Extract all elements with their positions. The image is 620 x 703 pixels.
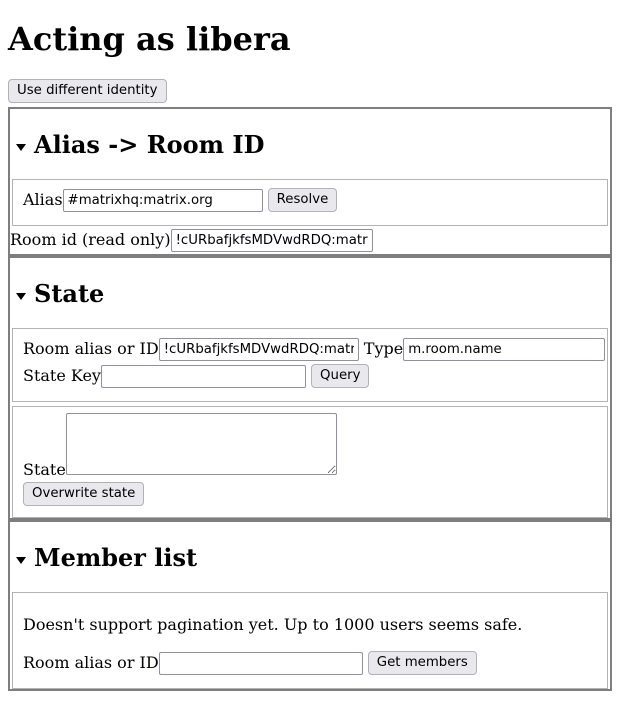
overwrite-state-button[interactable]: Overwrite state xyxy=(23,482,144,506)
state-key-input[interactable] xyxy=(101,365,306,388)
state-type-input[interactable] xyxy=(403,338,605,361)
alias-section-heading: Alias -> Room ID xyxy=(34,129,265,159)
caret-down-icon xyxy=(16,144,26,151)
get-members-button[interactable]: Get members xyxy=(368,651,477,675)
member-list-section xyxy=(8,520,612,691)
state-section-summary[interactable] xyxy=(10,279,610,308)
state-type-label: Type xyxy=(363,338,404,358)
room-id-label: Room id (read only) xyxy=(10,229,171,249)
state-label: State xyxy=(23,459,66,479)
state-query-fieldset xyxy=(12,328,608,402)
room-id-row xyxy=(10,228,610,252)
state-section-heading: State xyxy=(34,278,105,308)
member-list-fieldset xyxy=(12,592,608,689)
overwrite-row xyxy=(23,482,597,506)
member-room-row xyxy=(23,650,597,676)
page-title: Acting as libera xyxy=(8,20,291,58)
state-key-row xyxy=(23,363,597,389)
query-button[interactable]: Query xyxy=(311,364,369,388)
alias-fieldset xyxy=(12,179,608,226)
member-room-input[interactable] xyxy=(159,652,363,675)
state-textarea-row xyxy=(23,413,597,479)
state-room-type-row xyxy=(23,336,597,362)
use-different-identity-button[interactable]: Use different identity xyxy=(8,79,167,103)
state-key-label: State Key xyxy=(23,365,101,385)
identity-row xyxy=(8,79,612,103)
state-section xyxy=(8,256,612,520)
alias-row xyxy=(23,187,597,213)
state-textarea[interactable] xyxy=(66,413,337,475)
alias-input[interactable] xyxy=(63,189,263,212)
member-list-heading: Member list xyxy=(34,542,198,572)
alias-to-room-id-section xyxy=(8,107,612,256)
caret-down-icon xyxy=(16,293,26,300)
member-room-label: Room alias or ID xyxy=(23,652,159,672)
resolve-button[interactable]: Resolve xyxy=(268,188,338,212)
caret-down-icon xyxy=(16,557,26,564)
alias-section-summary[interactable] xyxy=(10,130,610,159)
pagination-note: Doesn't support pagination yet. Up to 1000 users seems safe. xyxy=(23,614,523,634)
room-id-readonly-input[interactable] xyxy=(171,229,373,252)
state-room-label: Room alias or ID xyxy=(23,338,159,358)
state-room-input[interactable] xyxy=(159,338,359,361)
state-edit-fieldset xyxy=(12,406,608,518)
member-list-summary[interactable] xyxy=(10,543,610,572)
alias-label: Alias xyxy=(23,189,63,209)
